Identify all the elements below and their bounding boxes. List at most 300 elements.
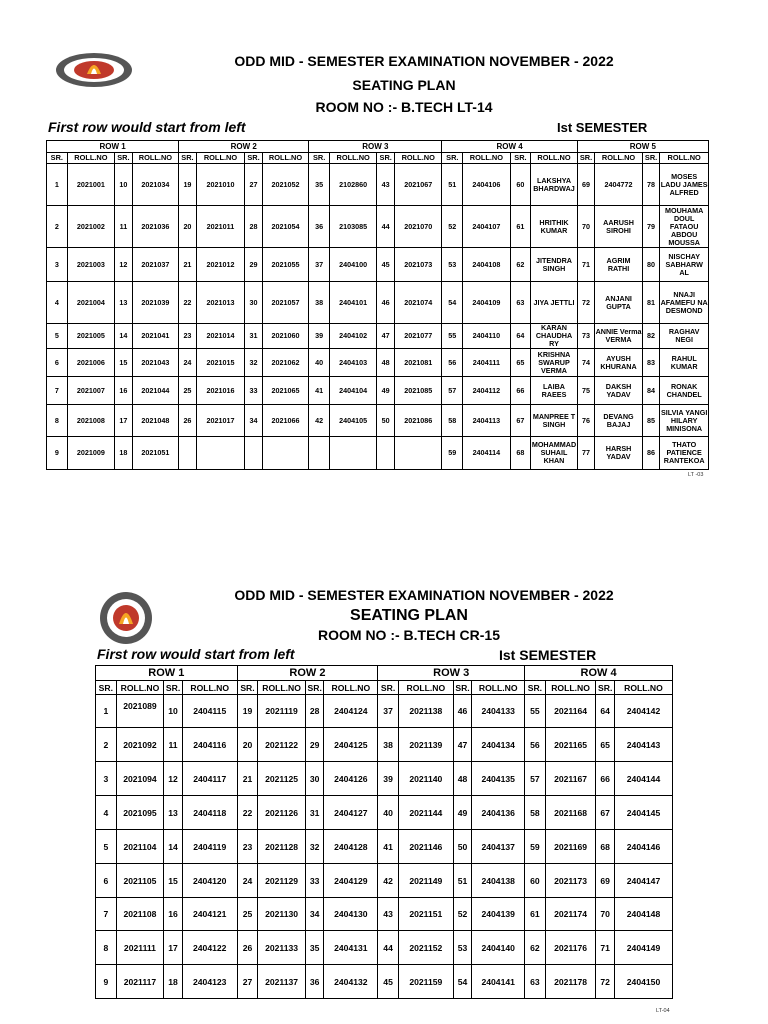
col-header-roll: ROLL.NO xyxy=(595,153,642,164)
seat-roll: AYUSH KHURANA xyxy=(595,349,642,377)
sheet-code: LT-04 xyxy=(656,1008,670,1014)
seat-sr: 45 xyxy=(378,965,399,999)
col-header-sr: SR. xyxy=(309,153,330,164)
seat-sr: 37 xyxy=(309,248,330,282)
seat-sr: 5 xyxy=(47,324,68,349)
seat-roll: 2021043 xyxy=(132,349,179,377)
seat-roll: 2021105 xyxy=(116,864,164,898)
col-header-sr: SR. xyxy=(510,153,531,164)
row-header: ROW 1 xyxy=(47,141,179,153)
col-header-sr: SR. xyxy=(305,681,324,695)
seat-sr: 35 xyxy=(309,164,330,206)
col-header-sr: SR. xyxy=(96,681,117,695)
seat-sr: 24 xyxy=(179,349,197,377)
seat-sr: 50 xyxy=(453,830,472,864)
seat-sr: 34 xyxy=(245,405,263,437)
seat-roll: 2021070 xyxy=(394,206,442,248)
seat-sr: 39 xyxy=(309,324,330,349)
seat-sr: 74 xyxy=(577,349,595,377)
seat-sr: 1 xyxy=(96,695,117,728)
col-header-sr: SR. xyxy=(237,681,258,695)
seat-roll: 2021167 xyxy=(545,762,596,796)
seat-sr: 20 xyxy=(237,728,258,762)
seat-roll: 2021039 xyxy=(132,282,179,324)
col-header-roll: ROLL.NO xyxy=(324,681,378,695)
seat-sr: 49 xyxy=(453,796,472,830)
seat-roll: 2021119 xyxy=(258,695,306,728)
seat-roll: LAIBA RAEES xyxy=(531,377,578,405)
seat-sr: 38 xyxy=(309,282,330,324)
seat-sr: 86 xyxy=(642,437,660,470)
seat-roll: 2021169 xyxy=(545,830,596,864)
seat-roll: 2021054 xyxy=(262,206,309,248)
seat-sr: 54 xyxy=(442,282,463,324)
seat-roll: 2021051 xyxy=(132,437,179,470)
seat-roll: 2021149 xyxy=(398,864,453,898)
semester-label: Ist SEMESTER xyxy=(499,647,597,663)
seat-roll: 2404130 xyxy=(324,898,378,931)
seat-sr: 3 xyxy=(47,248,68,282)
seat-roll: 2021016 xyxy=(196,377,245,405)
seat-roll: 2404111 xyxy=(463,349,510,377)
seat-roll: ANNIE Verma VERMA xyxy=(595,324,642,349)
seat-roll: 2021117 xyxy=(116,965,164,999)
col-header-sr: SR. xyxy=(47,153,68,164)
table-row xyxy=(47,437,709,470)
seat-sr: 67 xyxy=(510,405,531,437)
seat-sr: 29 xyxy=(245,248,263,282)
table-row xyxy=(47,377,709,405)
row-header: ROW 5 xyxy=(577,141,708,153)
seat-sr: 28 xyxy=(245,206,263,248)
seat-roll: MOSES LADU JAMES ALFRED xyxy=(660,164,709,206)
seat-roll: 2021077 xyxy=(394,324,442,349)
seat-sr: 48 xyxy=(377,349,395,377)
seat-sr: 38 xyxy=(378,728,399,762)
col-header-roll: ROLL.NO xyxy=(545,681,596,695)
seat-sr: 41 xyxy=(309,377,330,405)
seat-sr: 18 xyxy=(115,437,133,470)
seat-sr: 72 xyxy=(577,282,595,324)
seat-sr xyxy=(245,437,263,470)
seat-sr: 21 xyxy=(237,762,258,796)
seat-sr: 20 xyxy=(179,206,197,248)
seat-roll: 2404108 xyxy=(463,248,510,282)
seat-sr: 75 xyxy=(577,377,595,405)
col-header-sr: SR. xyxy=(442,153,463,164)
seat-roll: 2404104 xyxy=(329,377,376,405)
seat-sr: 66 xyxy=(510,377,531,405)
col-header-sr: SR. xyxy=(245,153,263,164)
seat-sr: 55 xyxy=(442,324,463,349)
seat-sr: 9 xyxy=(47,437,68,470)
seat-roll: MOHAMMAD SUHAIL KHAN xyxy=(531,437,578,470)
seat-sr: 69 xyxy=(577,164,595,206)
seat-roll: 2404116 xyxy=(182,728,237,762)
seat-sr: 12 xyxy=(164,762,183,796)
seat-sr: 49 xyxy=(377,377,395,405)
table-row xyxy=(96,864,673,898)
col-header-roll: ROLL.NO xyxy=(394,153,442,164)
seat-sr: 40 xyxy=(309,349,330,377)
seat-sr: 25 xyxy=(237,898,258,931)
seat-sr: 68 xyxy=(596,830,615,864)
seat-roll: 2404135 xyxy=(472,762,525,796)
seat-roll: 2404141 xyxy=(472,965,525,999)
seat-roll: 2404123 xyxy=(182,965,237,999)
seat-sr: 1 xyxy=(47,164,68,206)
seat-roll xyxy=(329,437,376,470)
col-header-roll: ROLL.NO xyxy=(132,153,179,164)
seat-sr: 61 xyxy=(510,206,531,248)
seat-sr: 4 xyxy=(47,282,68,324)
seat-sr: 56 xyxy=(525,728,546,762)
seat-sr: 42 xyxy=(378,864,399,898)
seat-roll: 2404132 xyxy=(324,965,378,999)
seat-sr: 84 xyxy=(642,377,660,405)
seat-sr: 27 xyxy=(237,965,258,999)
table-row xyxy=(47,282,709,324)
seat-roll: KARAN CHAUDHA RY xyxy=(531,324,578,349)
seat-sr: 33 xyxy=(305,864,324,898)
seat-roll: 2021060 xyxy=(262,324,309,349)
seat-sr: 76 xyxy=(577,405,595,437)
seat-roll: 2404129 xyxy=(324,864,378,898)
seat-sr: 41 xyxy=(378,830,399,864)
seat-roll: 2021133 xyxy=(258,931,306,965)
seat-sr: 46 xyxy=(377,282,395,324)
col-header-roll: ROLL.NO xyxy=(531,153,578,164)
seat-sr: 64 xyxy=(510,324,531,349)
col-header-roll: ROLL.NO xyxy=(262,153,309,164)
seat-roll: 2404136 xyxy=(472,796,525,830)
col-header-roll: ROLL.NO xyxy=(182,681,237,695)
seat-sr: 54 xyxy=(453,965,472,999)
seat-roll: 2021126 xyxy=(258,796,306,830)
seat-sr: 71 xyxy=(577,248,595,282)
seat-sr: 18 xyxy=(164,965,183,999)
seat-roll: 2021034 xyxy=(132,164,179,206)
table-row xyxy=(47,349,709,377)
seat-roll: 2404137 xyxy=(472,830,525,864)
seat-roll: 2021144 xyxy=(398,796,453,830)
seat-roll: 2404144 xyxy=(615,762,673,796)
seat-roll: 2404133 xyxy=(472,695,525,728)
seat-sr: 45 xyxy=(377,248,395,282)
seat-sr: 80 xyxy=(642,248,660,282)
col-header-sr: SR. xyxy=(525,681,546,695)
seat-sr: 70 xyxy=(577,206,595,248)
seat-roll: 2021048 xyxy=(132,405,179,437)
col-header-roll: ROLL.NO xyxy=(258,681,306,695)
seat-roll: 2404117 xyxy=(182,762,237,796)
seat-sr: 63 xyxy=(525,965,546,999)
seat-roll: 2021011 xyxy=(196,206,245,248)
col-header-roll: ROLL.NO xyxy=(329,153,376,164)
table-row xyxy=(96,931,673,965)
col-header-sr: SR. xyxy=(179,153,197,164)
seat-sr: 69 xyxy=(596,864,615,898)
seat-sr: 55 xyxy=(525,695,546,728)
seat-roll: 2021140 xyxy=(398,762,453,796)
seat-sr: 39 xyxy=(378,762,399,796)
seat-roll xyxy=(196,437,245,470)
seat-sr: 66 xyxy=(596,762,615,796)
seat-roll: 2404120 xyxy=(182,864,237,898)
seat-roll: 2021010 xyxy=(196,164,245,206)
seat-sr: 17 xyxy=(115,405,133,437)
col-header-sr: SR. xyxy=(377,153,395,164)
col-header-roll: ROLL.NO xyxy=(196,153,245,164)
room-number: ROOM NO :- B.TECH LT-14 xyxy=(315,99,493,115)
seat-roll: 2404147 xyxy=(615,864,673,898)
row-header: ROW 1 xyxy=(96,666,238,681)
seat-sr: 28 xyxy=(305,695,324,728)
seat-sr: 22 xyxy=(237,796,258,830)
col-header-roll: ROLL.NO xyxy=(463,153,510,164)
col-header-sr: SR. xyxy=(453,681,472,695)
seat-roll: 2404109 xyxy=(463,282,510,324)
seat-sr: 60 xyxy=(510,164,531,206)
exam-title: ODD MID - SEMESTER EXAMINATION NOVEMBER - 2022 xyxy=(234,587,614,603)
seat-sr: 4 xyxy=(96,796,117,830)
seat-roll: 2021130 xyxy=(258,898,306,931)
seat-roll: AGRIM RATHI xyxy=(595,248,642,282)
seat-roll: 2102860 xyxy=(329,164,376,206)
seat-sr: 43 xyxy=(378,898,399,931)
seat-roll: 2021001 xyxy=(67,164,114,206)
seat-sr: 7 xyxy=(47,377,68,405)
seat-sr: 70 xyxy=(596,898,615,931)
seat-roll: 2021066 xyxy=(262,405,309,437)
seat-roll: 2021055 xyxy=(262,248,309,282)
row-header: ROW 4 xyxy=(442,141,577,153)
seat-roll: 2021095 xyxy=(116,796,164,830)
seat-sr: 51 xyxy=(453,864,472,898)
col-header-roll: ROLL.NO xyxy=(67,153,114,164)
seat-roll: 2404125 xyxy=(324,728,378,762)
seat-roll: MANPREE T SINGH xyxy=(531,405,578,437)
seat-sr: 11 xyxy=(115,206,133,248)
seat-roll: DAKSH YADAV xyxy=(595,377,642,405)
exam-title: ODD MID - SEMESTER EXAMINATION NOVEMBER - 2022 xyxy=(234,53,614,69)
seat-roll: 2404110 xyxy=(463,324,510,349)
seat-roll: 2021009 xyxy=(67,437,114,470)
seat-roll: 2021165 xyxy=(545,728,596,762)
table-row xyxy=(96,898,673,931)
seat-roll: 2021159 xyxy=(398,965,453,999)
seat-sr: 24 xyxy=(237,864,258,898)
seat-sr: 73 xyxy=(577,324,595,349)
row-header: ROW 2 xyxy=(179,141,309,153)
col-header-sr: SR. xyxy=(577,153,595,164)
seat-roll: SILVIA YANGI HILARY MINISONA xyxy=(660,405,709,437)
seat-sr: 29 xyxy=(305,728,324,762)
seat-sr: 3 xyxy=(96,762,117,796)
table-row xyxy=(96,830,673,864)
seat-sr: 8 xyxy=(47,405,68,437)
seat-sr: 31 xyxy=(305,796,324,830)
seat-roll: HRITHIK KUMAR xyxy=(531,206,578,248)
seat-roll: 2404126 xyxy=(324,762,378,796)
seat-sr: 65 xyxy=(596,728,615,762)
seat-roll: RAHUL KUMAR xyxy=(660,349,709,377)
seat-roll: 2021137 xyxy=(258,965,306,999)
seat-sr: 67 xyxy=(596,796,615,830)
seat-roll: 2021111 xyxy=(116,931,164,965)
seat-sr: 77 xyxy=(577,437,595,470)
col-header-sr: SR. xyxy=(596,681,615,695)
seat-sr: 44 xyxy=(378,931,399,965)
table-row xyxy=(47,164,709,206)
seat-roll: 2404119 xyxy=(182,830,237,864)
seat-roll: 2404143 xyxy=(615,728,673,762)
seat-roll: 2021125 xyxy=(258,762,306,796)
seat-sr: 68 xyxy=(510,437,531,470)
seat-sr: 53 xyxy=(453,931,472,965)
seat-roll: 2021176 xyxy=(545,931,596,965)
seat-sr: 34 xyxy=(305,898,324,931)
seat-roll: 2021164 xyxy=(545,695,596,728)
semester-label: Ist SEMESTER xyxy=(557,120,648,135)
seat-sr: 10 xyxy=(115,164,133,206)
seat-roll: 2404114 xyxy=(463,437,510,470)
seat-roll: 2021085 xyxy=(394,377,442,405)
table-row xyxy=(96,728,673,762)
seat-roll: 2021062 xyxy=(262,349,309,377)
col-header-sr: SR. xyxy=(378,681,399,695)
seat-roll: 2021086 xyxy=(394,405,442,437)
seat-sr: 57 xyxy=(442,377,463,405)
seat-roll: 2404102 xyxy=(329,324,376,349)
seat-roll: 2103085 xyxy=(329,206,376,248)
seat-roll: RONAK CHANDEL xyxy=(660,377,709,405)
col-header-roll: ROLL.NO xyxy=(615,681,673,695)
seat-roll: 2021129 xyxy=(258,864,306,898)
seat-sr: 79 xyxy=(642,206,660,248)
seat-sr: 14 xyxy=(164,830,183,864)
seat-roll: 2021146 xyxy=(398,830,453,864)
seat-roll: 2404100 xyxy=(329,248,376,282)
seat-roll: 2021178 xyxy=(545,965,596,999)
seat-roll: 2021104 xyxy=(116,830,164,864)
start-note: First row would start from left xyxy=(48,119,246,135)
col-header-roll: ROLL.NO xyxy=(472,681,525,695)
seat-roll: 2404131 xyxy=(324,931,378,965)
seating-table-cr15 xyxy=(95,665,673,999)
seat-sr: 58 xyxy=(525,796,546,830)
seat-roll: THATO PATIENCE RANTEKOA xyxy=(660,437,709,470)
seat-sr: 33 xyxy=(245,377,263,405)
seat-sr: 15 xyxy=(115,349,133,377)
seat-roll: DEVANG BAJAJ xyxy=(595,405,642,437)
seat-roll: 2021065 xyxy=(262,377,309,405)
seat-sr: 59 xyxy=(442,437,463,470)
seat-roll: 2021002 xyxy=(67,206,114,248)
seat-sr: 6 xyxy=(96,864,117,898)
seat-sr: 30 xyxy=(245,282,263,324)
seat-sr: 15 xyxy=(164,864,183,898)
seat-roll: JITENDRA SINGH xyxy=(531,248,578,282)
seat-roll: 2404107 xyxy=(463,206,510,248)
seat-roll: 2021128 xyxy=(258,830,306,864)
seat-roll: 2404145 xyxy=(615,796,673,830)
seat-roll: 2404142 xyxy=(615,695,673,728)
seat-roll: KRISHNA SWARUP VERMA xyxy=(531,349,578,377)
seat-sr: 5 xyxy=(96,830,117,864)
seat-roll: 2404103 xyxy=(329,349,376,377)
seat-sr: 51 xyxy=(442,164,463,206)
seat-roll: 2021041 xyxy=(132,324,179,349)
seat-sr: 22 xyxy=(179,282,197,324)
seating-table-lt14 xyxy=(46,140,709,470)
col-header-sr: SR. xyxy=(164,681,183,695)
seat-roll: 2021006 xyxy=(67,349,114,377)
seat-roll: 2021052 xyxy=(262,164,309,206)
seat-roll: AARUSH SIROHI xyxy=(595,206,642,248)
seat-roll: LAKSHYA BHARDWAJ xyxy=(531,164,578,206)
seat-roll: NISCHAY SABHARW AL xyxy=(660,248,709,282)
seat-roll: 2021012 xyxy=(196,248,245,282)
seat-sr: 9 xyxy=(96,965,117,999)
seat-roll: 2021108 xyxy=(116,898,164,931)
seat-roll: 2021139 xyxy=(398,728,453,762)
seat-roll: 2404128 xyxy=(324,830,378,864)
seat-sr: 7 xyxy=(96,898,117,931)
seat-sr: 58 xyxy=(442,405,463,437)
seat-sr xyxy=(377,437,395,470)
seat-sr: 52 xyxy=(442,206,463,248)
seat-roll: 2404140 xyxy=(472,931,525,965)
seat-sr: 81 xyxy=(642,282,660,324)
seat-sr: 26 xyxy=(179,405,197,437)
seat-sr: 14 xyxy=(115,324,133,349)
seat-roll: 2404148 xyxy=(615,898,673,931)
seat-roll: 2404772 xyxy=(595,164,642,206)
seat-sr: 21 xyxy=(179,248,197,282)
col-header-sr: SR. xyxy=(115,153,133,164)
table-row xyxy=(96,796,673,830)
seat-sr: 13 xyxy=(115,282,133,324)
seat-roll: 2021094 xyxy=(116,762,164,796)
seat-roll: 2021173 xyxy=(545,864,596,898)
seat-sr: 36 xyxy=(309,206,330,248)
seat-sr: 60 xyxy=(525,864,546,898)
seat-sr: 17 xyxy=(164,931,183,965)
seat-sr: 47 xyxy=(377,324,395,349)
seat-sr: 16 xyxy=(115,377,133,405)
seat-sr: 59 xyxy=(525,830,546,864)
col-header-roll: ROLL.NO xyxy=(398,681,453,695)
seat-sr: 57 xyxy=(525,762,546,796)
seat-sr: 61 xyxy=(525,898,546,931)
seat-roll: 2021074 xyxy=(394,282,442,324)
seat-roll: 2404112 xyxy=(463,377,510,405)
seat-sr: 64 xyxy=(596,695,615,728)
seat-roll: HARSH YADAV xyxy=(595,437,642,470)
seat-sr: 44 xyxy=(377,206,395,248)
seat-roll: 2021138 xyxy=(398,695,453,728)
seat-sr: 19 xyxy=(237,695,258,728)
seat-roll: 2404149 xyxy=(615,931,673,965)
seat-sr: 35 xyxy=(305,931,324,965)
seat-sr: 48 xyxy=(453,762,472,796)
seat-sr: 52 xyxy=(453,898,472,931)
seat-roll: 2404146 xyxy=(615,830,673,864)
seat-roll xyxy=(262,437,309,470)
col-header-roll: ROLL.NO xyxy=(660,153,709,164)
seat-sr: 65 xyxy=(510,349,531,377)
